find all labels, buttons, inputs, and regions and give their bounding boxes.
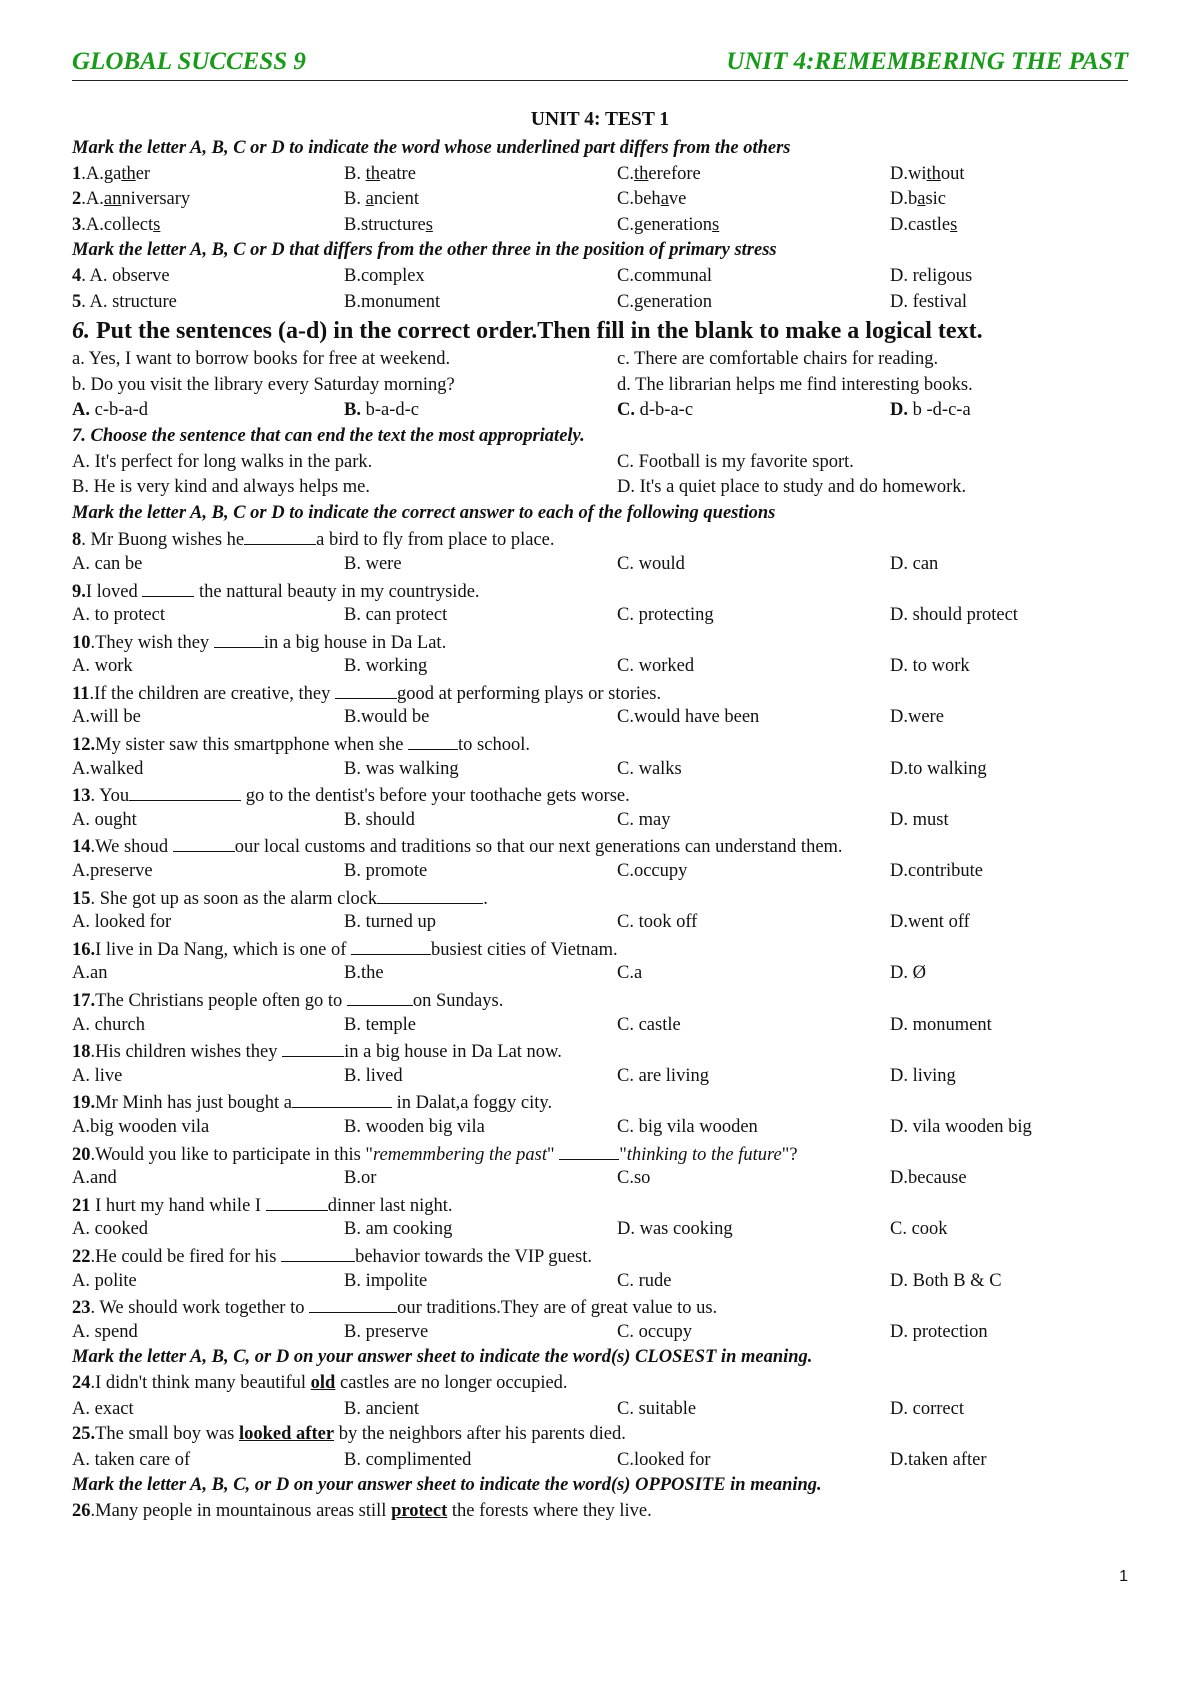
option-d: D.castles [890, 214, 958, 235]
option-b: B. should [344, 809, 415, 830]
test-title: UNIT 4: TEST 1 [530, 109, 670, 130]
question-18: 18.His children wishes they in a big house in Da Lat now. [72, 1038, 1128, 1064]
question-6-sentences-bd [72, 373, 1128, 399]
option-b: B.monument [344, 291, 441, 312]
instruction-end: 7. Choose the sentence that can end the text the most appropriately. [72, 425, 585, 446]
answer-blank [214, 629, 264, 648]
option-c: C.occupy [617, 861, 688, 882]
option-a: 5. A. structure [72, 291, 177, 312]
option-a: A.an [72, 963, 108, 984]
sentence-d: d. The librarian helps me find interesting books. [617, 374, 973, 395]
option-d: C. cook [890, 1219, 948, 1240]
option-b: B. were [344, 553, 402, 574]
option-c: C. took off [617, 912, 698, 933]
option-b: B. preserve [344, 1321, 429, 1342]
option-c: C.a [617, 963, 643, 984]
page-number: 1 [1119, 1568, 1128, 1585]
option-c: C. protecting [617, 605, 714, 626]
question-18-options [72, 1064, 1128, 1090]
question-22: 22.He could be fired for his behavior towards the VIP guest. [72, 1243, 1128, 1269]
option-b: B. lived [344, 1065, 403, 1086]
option-a: A. taken care of [72, 1449, 191, 1470]
question-17-options [72, 1013, 1128, 1039]
answer-blank [292, 1089, 392, 1108]
option-d: D. vila wooden big [890, 1116, 1032, 1137]
option-d: D.taken after [890, 1449, 987, 1470]
instruction-grammar: Mark the letter A, B, C or D to indicate the correct answer to each of the following questions [72, 502, 776, 523]
question-14-options [72, 859, 1128, 885]
option-a: A. ought [72, 809, 137, 830]
answer-blank [281, 1243, 355, 1262]
option-b: B. working [344, 656, 428, 677]
question-8: 8. Mr Buong wishes he a bird to fly from place to place. [72, 526, 1128, 552]
option-c: C. rude [617, 1270, 672, 1291]
option-a: A. exact [72, 1398, 134, 1419]
question-23-options [72, 1320, 1128, 1346]
answer-blank [351, 936, 431, 955]
question-2-options [72, 187, 1128, 213]
answer-blank [282, 1038, 344, 1057]
option-a: A. polite [72, 1270, 137, 1291]
option-a: 2.A.anniversary [72, 189, 191, 210]
instruction-closest: Mark the letter A, B, C, or D on your answer sheet to indicate the word(s) CLOSEST in meaning. [72, 1347, 813, 1368]
answer-blank [309, 1294, 397, 1313]
option-b: B. theatre [344, 163, 416, 184]
question-19-options [72, 1115, 1128, 1141]
option-b: B. can protect [344, 605, 448, 626]
option-b: B. was walking [344, 758, 459, 779]
option-b: B. ancient [344, 189, 420, 210]
option-c: C. occupy [617, 1321, 693, 1342]
question-23: 23. We should work together to our traditions.They are of great value to us. [72, 1294, 1128, 1320]
option-c: C.behave [617, 189, 687, 210]
option-c: C. castle [617, 1014, 681, 1035]
question-16-options [72, 961, 1128, 987]
option-b: B.structures [344, 214, 433, 235]
option-b: B. b-a-d-c [344, 400, 419, 421]
option-d: D.were [890, 707, 944, 728]
question-9-options [72, 603, 1128, 629]
answer-blank [559, 1141, 619, 1160]
option-b: B. am cooking [344, 1219, 453, 1240]
question-9: 9.I loved the nattural beauty in my countryside. [72, 578, 1128, 604]
option-c: C.so [617, 1168, 651, 1189]
header-left: GLOBAL SUCCESS 9 [72, 48, 306, 75]
answer-blank [129, 782, 241, 801]
option-a: 4. A. observe [72, 265, 170, 286]
option-c: C. big vila wooden [617, 1116, 758, 1137]
header-right: UNIT 4:REMEMBERING THE PAST [726, 48, 1128, 75]
option-a: A. cooked [72, 1219, 149, 1240]
option-a: A.big wooden vila [72, 1116, 210, 1137]
option-b: B.or [344, 1168, 377, 1189]
answer-blank [408, 731, 458, 750]
option-c: C.therefore [617, 163, 701, 184]
option-d: D. must [890, 809, 949, 830]
question-15: 15. She got up as soon as the alarm clock . [72, 885, 1128, 911]
option-a: A. c-b-a-d [72, 400, 149, 421]
option-d: D. can [890, 553, 939, 574]
question-22-options [72, 1269, 1128, 1295]
option-c: C.generation [617, 291, 713, 312]
question-12: 12.My sister saw this smartpphone when she to school. [72, 731, 1128, 757]
option-d: D. correct [890, 1398, 964, 1419]
option-b: B. turned up [344, 912, 436, 933]
question-19: 19.Mr Minh has just bought a in Dalat,a foggy city. [72, 1089, 1128, 1115]
question-8-options [72, 552, 1128, 578]
answer-blank [266, 1192, 328, 1211]
question-25: 25.The small boy was looked after by the neighbors after his parents died. [72, 1424, 626, 1445]
option-d: D. to work [890, 656, 970, 677]
option-d: D.basic [890, 189, 947, 210]
option-a: A.walked [72, 758, 144, 779]
option-a: A. church [72, 1014, 145, 1035]
question-10: 10.They wish they in a big house in Da Lat. [72, 629, 1128, 655]
question-20: 20.Would you like to participate in this "rememmbering the past" "thinking to the future"? [72, 1141, 1128, 1167]
sentence-a: a. Yes, I want to borrow books for free at weekend. [72, 349, 451, 370]
question-10-options [72, 654, 1128, 680]
option-a: 3.A.collects [72, 214, 161, 235]
answer-blank [377, 885, 483, 904]
option-d: D.to walking [890, 758, 987, 779]
question-13: 13. You go to the dentist's before your toothache gets worse. [72, 782, 1128, 808]
question-12-options [72, 757, 1128, 783]
answer-blank [173, 833, 235, 852]
option-b: B. complimented [344, 1449, 472, 1470]
option-b: B. temple [344, 1014, 416, 1035]
option-c: C.would have been [617, 707, 760, 728]
option-a: A. work [72, 656, 133, 677]
option-c: C. suitable [617, 1398, 697, 1419]
option-c: C. Football is my favorite sport. [617, 451, 854, 472]
question-20-options [72, 1166, 1128, 1192]
question-7-options-bd [72, 475, 1128, 501]
option-c: C. would [617, 553, 685, 574]
option-a: 1.A.gather [72, 163, 151, 184]
option-d: D. protection [890, 1321, 988, 1342]
option-b: B. ancient [344, 1398, 420, 1419]
instruction-stress: Mark the letter A, B, C or D that differs from the other three in the position of primary stress [72, 240, 777, 261]
question-26: 26.Many people in mountainous areas still protect the forests where they live. [72, 1500, 652, 1521]
option-c: C. worked [617, 656, 695, 677]
question-24-options [72, 1397, 1128, 1423]
question-24: 24.I didn't think many beautiful old castles are no longer occupied. [72, 1372, 568, 1393]
option-c: C.looked for [617, 1449, 711, 1470]
option-c: C. d-b-a-c [617, 400, 694, 421]
question-6-options [72, 398, 1128, 424]
option-d: D. b -d-c-a [890, 400, 971, 421]
instruction-order: 6. Put the sentences (a-d) in the correct order.Then fill in the blank to make a logical text. [72, 318, 983, 345]
question-11-options [72, 705, 1128, 731]
question-14: 14.We shoud our local customs and traditions so that our next generations can understand them. [72, 833, 1128, 859]
question-21-options [72, 1217, 1128, 1243]
option-b: B.the [344, 963, 384, 984]
option-a: A.preserve [72, 861, 153, 882]
option-a: A. It's perfect for long walks in the park. [72, 451, 373, 472]
question-7-options-ac [72, 450, 1128, 476]
page-header [72, 44, 1128, 81]
option-b: B. He is very kind and always helps me. [72, 477, 370, 498]
question-17: 17.The Christians people often go to on Sundays. [72, 987, 1128, 1013]
question-1-options [72, 162, 1128, 188]
option-b: B. impolite [344, 1270, 428, 1291]
option-c: C. walks [617, 758, 682, 779]
answer-blank [347, 987, 413, 1006]
answer-blank [335, 680, 397, 699]
option-d: D. It's a quiet place to study and do homework. [617, 477, 967, 498]
option-b: B.would be [344, 707, 430, 728]
answer-blank [142, 578, 194, 597]
option-c: C. are living [617, 1065, 709, 1086]
option-d: D. Ø [890, 963, 926, 984]
option-d: D.without [890, 163, 965, 184]
option-c: C.communal [617, 265, 713, 286]
option-d: D.went off [890, 912, 970, 933]
answer-blank [244, 526, 316, 545]
question-15-options [72, 910, 1128, 936]
question-3-options [72, 213, 1128, 239]
option-d: D. festival [890, 291, 968, 312]
question-21: 21 I hurt my hand while I dinner last night. [72, 1192, 1128, 1218]
instruction-opposite: Mark the letter A, B, C, or D on your answer sheet to indicate the word(s) OPPOSITE in meaning. [72, 1475, 822, 1496]
question-13-options [72, 808, 1128, 834]
option-c: D. was cooking [617, 1219, 733, 1240]
question-11: 11.If the children are creative, they good at performing plays or stories. [72, 680, 1128, 706]
option-d: D.because [890, 1168, 967, 1189]
option-a: A. can be [72, 553, 143, 574]
option-a: A. to protect [72, 605, 165, 626]
sentence-c: c. There are comfortable chairs for reading. [617, 349, 939, 370]
option-d: D. religous [890, 265, 973, 286]
option-b: B. wooden big vila [344, 1116, 485, 1137]
question-6-sentences-ac [72, 347, 1128, 373]
option-d: D. Both B & C [890, 1270, 1002, 1291]
option-d: D. monument [890, 1014, 992, 1035]
option-c: C.generations [617, 214, 720, 235]
option-a: A.will be [72, 707, 141, 728]
question-25-options [72, 1448, 1128, 1474]
option-d: D. living [890, 1065, 956, 1086]
question-4-options [72, 264, 1128, 290]
option-b: B. promote [344, 861, 428, 882]
option-a: A. looked for [72, 912, 172, 933]
option-c: C. may [617, 809, 671, 830]
option-a: A.and [72, 1168, 117, 1189]
instruction-pronunciation: Mark the letter A, B, C or D to indicate the word whose underlined part differs from the others [72, 138, 791, 158]
question-5-options [72, 290, 1128, 316]
sentence-b: b. Do you visit the library every Saturday morning? [72, 374, 455, 395]
option-a: A. live [72, 1065, 123, 1086]
option-b: B.complex [344, 265, 425, 286]
option-d: D. should protect [890, 605, 1018, 626]
option-d: D.contribute [890, 861, 983, 882]
question-16: 16.I live in Da Nang, which is one of busiest cities of Vietnam. [72, 936, 1128, 962]
option-a: A. spend [72, 1321, 138, 1342]
test-content [72, 104, 1128, 1524]
